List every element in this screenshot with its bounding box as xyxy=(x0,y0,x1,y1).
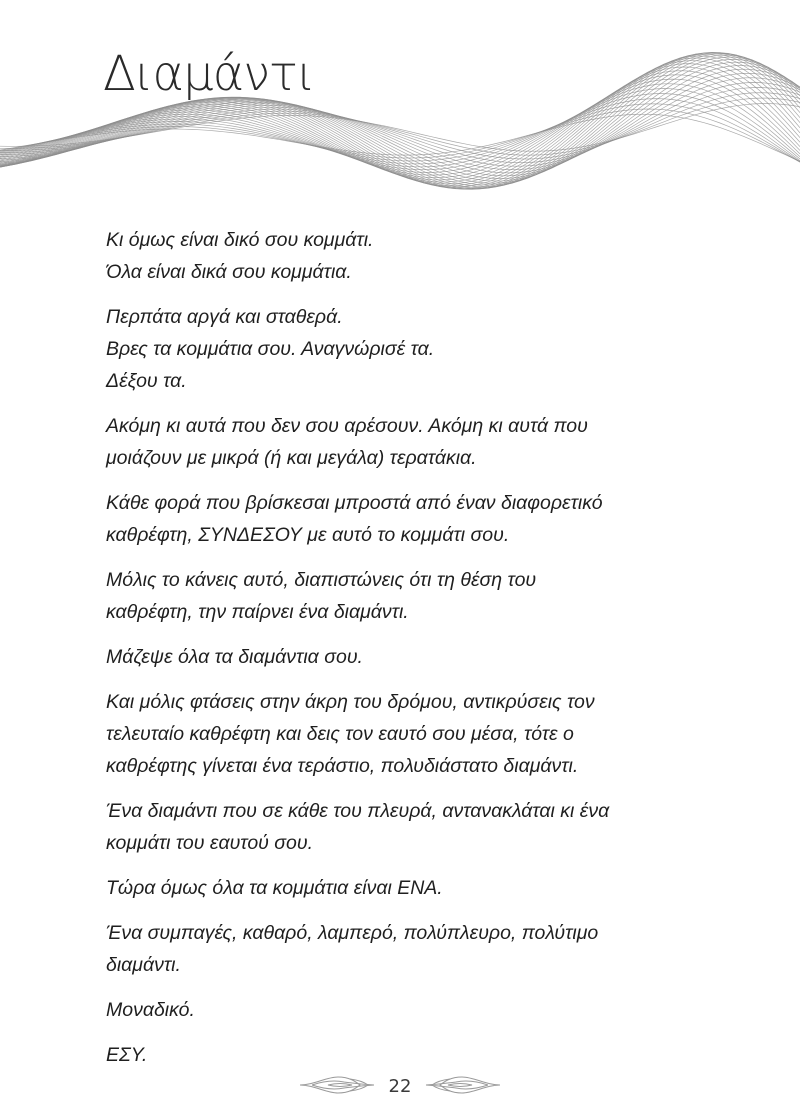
page-title: Διαμάντι xyxy=(103,46,315,102)
text-line: Ακόμη κι αυτά που δεν σου αρέσουν. Ακόμη κι αυτά που xyxy=(106,415,588,437)
text-line: Κι όμως είναι δικό σου κομμάτι. xyxy=(106,229,374,251)
paragraph xyxy=(106,994,716,1026)
wave-line xyxy=(0,93,800,159)
text-line: διαμάντι. xyxy=(106,954,181,976)
text-line: Βρες τα κομμάτια σου. Αναγνώρισέ τα. xyxy=(106,338,435,360)
text-line: καθρέφτης γίνεται ένα τεράστιο, πολυδιάστατο διαμάντι. xyxy=(106,755,579,777)
text-line: Δέξου τα. xyxy=(106,370,187,392)
text-line: μοιάζουν με μικρά (ή και μεγάλα) τερατάκια. xyxy=(106,447,477,469)
text-line: Ένα διαμάντι που σε κάθε του πλευρά, αντανακλάται κι ένα xyxy=(106,800,610,822)
text-line: Μάζεψε όλα τα διαμάντια σου. xyxy=(106,646,363,668)
text-line: κομμάτι του εαυτού σου. xyxy=(106,832,314,854)
text-line: Μόλις το κάνεις αυτό, διαπιστώνεις ότι τη θέση του xyxy=(106,569,537,591)
body-text xyxy=(106,224,716,1084)
wave-decoration xyxy=(0,0,800,225)
text-line: Μοναδικό. xyxy=(106,999,195,1021)
text-line: καθρέφτη, ΣΥΝΔΕΣΟΥ με αυτό το κομμάτι σου. xyxy=(106,524,510,546)
text-line: Όλα είναι δικά σου κομμάτια. xyxy=(106,261,352,283)
paragraph xyxy=(106,487,716,551)
text-line: Κάθε φορά που βρίσκεσαι μπροστά από έναν διαφορετικό xyxy=(106,492,603,514)
text-line: Και μόλις φτάσεις στην άκρη του δρόμου, αντικρύσεις τον xyxy=(106,691,595,713)
paragraph xyxy=(106,917,716,981)
text-line: Τώρα όμως όλα τα κομμάτια είναι ΕΝΑ. xyxy=(106,877,443,899)
paragraph xyxy=(106,641,716,673)
paragraph xyxy=(106,872,716,904)
text-line: Ένα συμπαγές, καθαρό, λαμπερό, πολύπλευρο, πολύτιμο xyxy=(106,922,599,944)
text-line: τελευταίο καθρέφτη και δεις τον εαυτό σου μέσα, τότε ο xyxy=(106,723,574,745)
paragraph xyxy=(106,410,716,474)
text-line: Περπάτα αργά και σταθερά. xyxy=(106,306,343,328)
paragraph xyxy=(106,224,716,288)
paragraph xyxy=(106,1039,716,1071)
text-line: ΕΣΥ. xyxy=(106,1044,148,1066)
page-number: 22 xyxy=(388,1076,412,1097)
paragraph xyxy=(106,301,716,397)
paragraph xyxy=(106,564,716,628)
text-line: καθρέφτη, την παίρνει ένα διαμάντι. xyxy=(106,601,409,623)
paragraph xyxy=(106,686,716,782)
paragraph xyxy=(106,795,716,859)
